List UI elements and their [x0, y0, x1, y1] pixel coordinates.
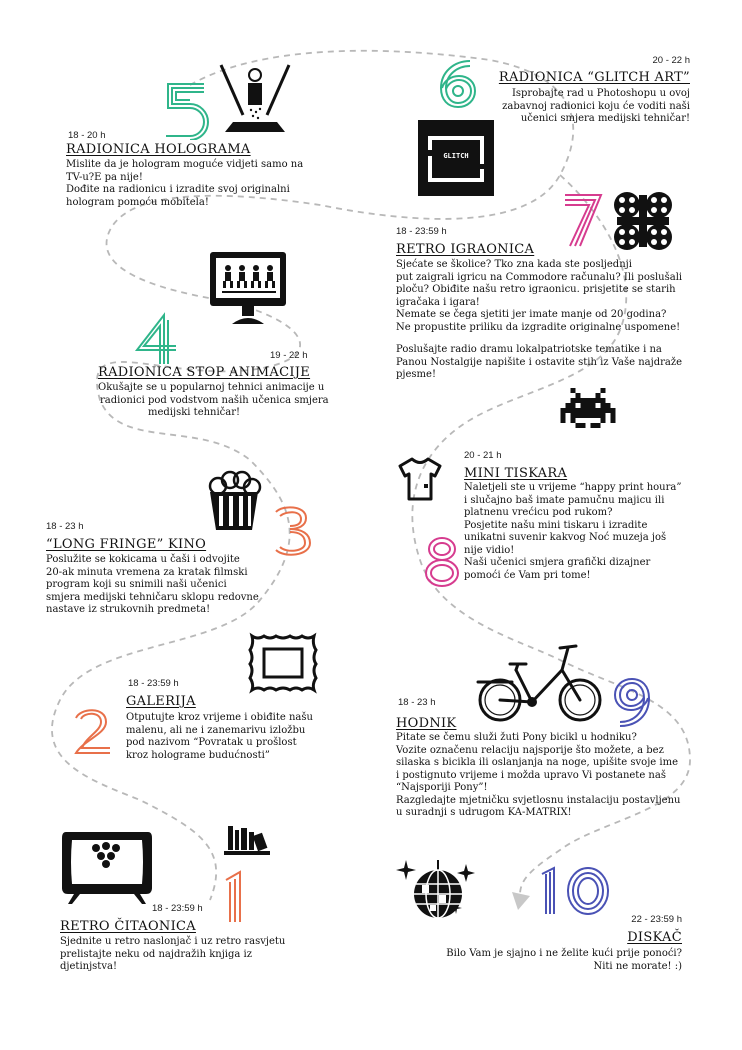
title-8: MINI TISKARA [464, 466, 568, 481]
desc-line: program koji su snimili naši učenici [46, 579, 227, 590]
bookshelf-icon [224, 822, 270, 856]
desc-line: put zaigrali igricu na Commodore računalu? Ili poslušali [396, 271, 683, 283]
desc-line: Sjećate se školice? Tko zna kada ste posljednji [396, 259, 632, 270]
desc-line: kroz holograme budućnosti” [126, 749, 270, 761]
station-number-6 [436, 58, 480, 110]
station-number-10 [540, 866, 612, 916]
desc-line: 20-ak minuta vremena za kratak filmski [46, 566, 248, 578]
desc-line: platnenu vrećicu pod rukom? [464, 507, 613, 518]
desc-line: pjesme! [396, 369, 436, 380]
station-number-4 [134, 312, 178, 366]
station-number-8 [424, 536, 460, 588]
desc-line: Naši učenici smjera grafički dizajner [464, 557, 651, 568]
station-number-5 [160, 80, 212, 140]
desc-6 [502, 88, 690, 126]
desc-line: Bilo Vam je sjajno i ne želite kući prije ponoći? [446, 948, 682, 959]
desc-line: Okušajte se u popularnoj tehnici animacije u [98, 382, 325, 393]
desc-line: u suradnji s udrugom KA-MATRIX! [396, 807, 572, 818]
desc-line: Nemate se čega sjetiti jer imate manje od 20 godina? [396, 309, 667, 320]
desc-line: nastave iz strukovnih predmeta! [46, 604, 211, 615]
desc-line: hologram pomoću mobitela! [66, 196, 209, 208]
space-invader-icon [560, 388, 616, 428]
time-8: 20 - 21 h [464, 450, 502, 461]
hologram-icon [215, 60, 295, 140]
desc-4 [98, 382, 329, 420]
desc-line: Razgledajte mjetničku svjetlosnu instalaciju postavljenu [396, 794, 681, 806]
desc-line: smjera medijski tehničaru sklopu redovne [46, 591, 259, 603]
number-6-graphic [436, 58, 480, 110]
station-number-9 [610, 676, 654, 730]
desc-9 [396, 732, 680, 820]
desc-line: djetinjstva! [60, 961, 117, 972]
desc-line: Niti ne morate! :) [593, 960, 682, 972]
desc-line: silaska s bicikla ili oslanjanja na noge, upišite svoje ime [396, 757, 679, 768]
popcorn-icon [204, 470, 264, 532]
desc-line: Otputujte kroz vrijeme i obiđite našu [126, 712, 313, 723]
desc-line: ploču? Obiđite našu retro igraonicu. prisjetite se starih [396, 284, 676, 295]
title-2: GALERIJA [126, 694, 196, 709]
title-6: RADIONICA “GLITCH ART” [498, 70, 690, 85]
disco-ball-icon [396, 856, 478, 928]
desc-line: i slučajno baš imate pamučnu majicu ili [464, 494, 665, 506]
desc-line: malenu, ali ne i zanemarivu izložbu [126, 724, 306, 736]
number-1-graphic [222, 870, 248, 924]
board-game-icon [612, 190, 674, 252]
time-9: 18 - 23 h [398, 697, 436, 708]
desc-line: prelistajte neku od najdražih knjiga iz [60, 948, 253, 960]
desc-line: Dođite na radionicu i izradite svoj originalni [66, 184, 290, 195]
desc-8 [464, 482, 681, 582]
desc-line: radionici pod vodstvom naših učenica smjera [100, 394, 329, 406]
station-number-1 [222, 870, 248, 924]
number-9-graphic [610, 676, 654, 730]
desc-line: Mislite da je hologram moguće vidjeti samo na [66, 159, 304, 170]
desc-10 [446, 948, 682, 973]
station-number-7 [562, 192, 604, 248]
desc-line: medijski tehničar! [148, 407, 241, 418]
title-5: RADIONICA HOLOGRAMA [66, 142, 251, 157]
desc-line: Ne propustite priliku da izgradite originalne uspomene! [396, 321, 681, 333]
title-10: DISKAČ [627, 930, 682, 945]
desc-line: Poslušajte radio dramu lokalpatriotske tematike i na [396, 344, 662, 355]
monitor-animation-icon [208, 250, 288, 328]
desc-2 [126, 712, 313, 762]
desc-line: igračaka i igara! [396, 296, 480, 308]
time-1: 18 - 23:59 h [152, 903, 203, 914]
title-7: RETRO IGRAONICA [396, 242, 535, 257]
time-2: 18 - 23:59 h [128, 678, 179, 689]
station-number-3 [272, 504, 314, 558]
frame-icon [246, 632, 320, 694]
desc-7 [396, 259, 682, 382]
number-4-graphic [134, 312, 178, 366]
bicycle-icon [476, 640, 604, 726]
station-number-2 [72, 706, 112, 756]
time-3: 18 - 23 h [46, 521, 84, 532]
title-1: RETRO ČITAONICA [60, 919, 196, 934]
number-3-graphic [272, 504, 314, 558]
title-3: “LONG FRINGE” KINO [46, 537, 207, 552]
desc-line: Poslužite se kokicama u čaši i odvojite [46, 554, 240, 565]
number-2-graphic [72, 706, 112, 756]
number-8-graphic [424, 536, 460, 588]
desc-5 [66, 159, 303, 209]
number-5-graphic [160, 80, 212, 140]
desc-line: Isprobajte rad u Photoshopu u ovoj [511, 88, 690, 99]
desc-line: TV-u?E pa nije! [66, 171, 143, 183]
desc-line: nije vidio! [464, 544, 515, 556]
desc-line: Naletjeli ste u vrijeme “happy print houra” [464, 482, 682, 493]
desc-line: pomoći će Vam pri tome! [464, 569, 591, 581]
glitch-text: GLITCH [443, 152, 469, 160]
glitch-icon [418, 120, 494, 196]
title-4: RADIONICA STOP ANIMACIJE [98, 365, 311, 380]
desc-1 [60, 936, 285, 974]
desc-line: pod nazivom “Povratak u prošlost [126, 737, 297, 748]
number-10-graphic [540, 866, 612, 916]
number-7-graphic [562, 192, 604, 248]
time-7: 18 - 23:59 h [396, 226, 447, 237]
desc-line: Vozite označenu relaciju najsporije što možete, a bez [396, 744, 664, 756]
desc-line: “Najsporiji Pony”! [396, 782, 488, 793]
desc-line: unikatni suvenir kakvog Noć muzeja još [464, 532, 667, 543]
desc-3 [46, 554, 259, 617]
time-5: 18 - 20 h [68, 130, 106, 141]
time-10: 22 - 23:59 h [631, 914, 682, 925]
time-6: 20 - 22 h [652, 55, 690, 66]
desc-line: Panou Nostalgije napišite i ostavite stih iz Vaše najdraže [396, 356, 683, 368]
desc-line: i postignuto vrijeme i možda upravo Vi postanete naš [396, 769, 666, 781]
desc-line: zabavnoj radionici koju će voditi naši [502, 100, 690, 112]
retro-tv-icon [60, 826, 154, 906]
time-4: 19 - 22 h [270, 350, 308, 361]
title-9: HODNIK [396, 716, 457, 731]
desc-line: Pitate se čemu služi žuti Pony bicikl u hodniku? [396, 732, 637, 743]
tshirt-icon [396, 456, 444, 502]
desc-line: Posjetite našu mini tiskaru i izradite [464, 519, 648, 531]
desc-line: Sjednite u retro naslonjač i uz retro rasvjetu [60, 936, 286, 947]
desc-line: učenici smjera medijski tehničar! [520, 113, 690, 124]
